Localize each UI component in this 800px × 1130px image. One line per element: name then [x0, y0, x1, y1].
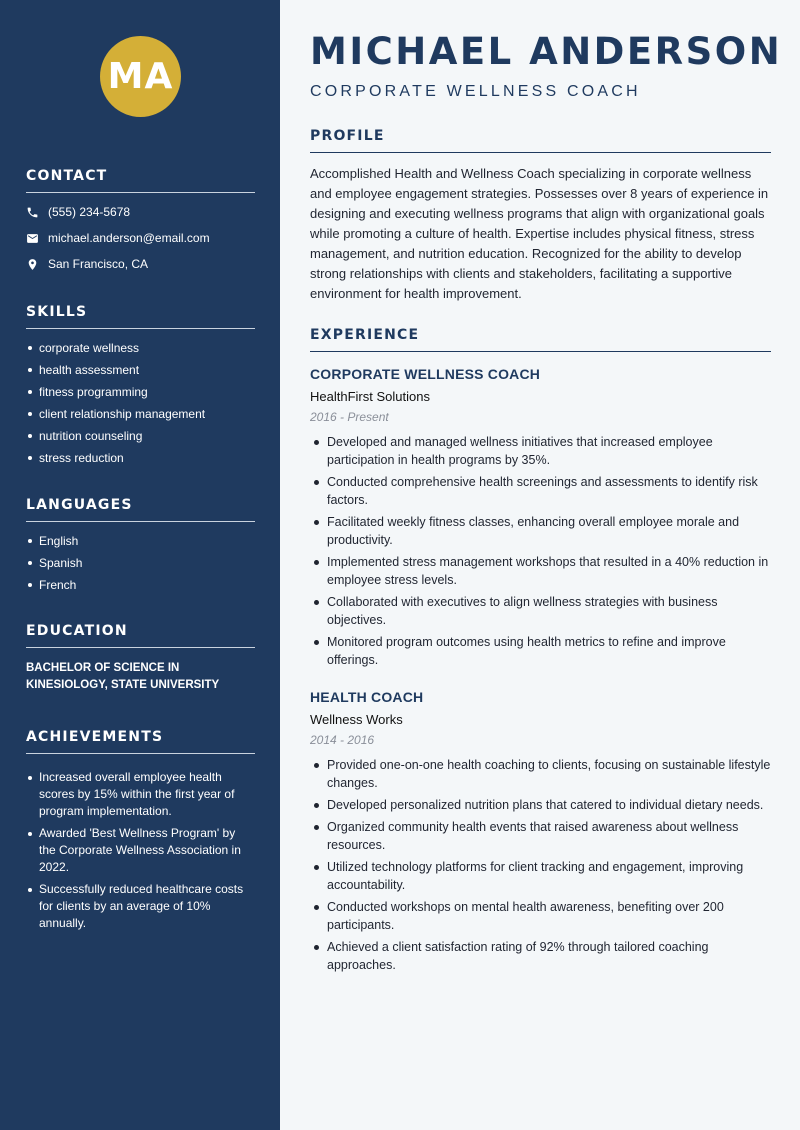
- contact-section: [26, 168, 255, 277]
- job-bullet: Conducted workshops on mental health awareness, benefiting over 200 participants.: [310, 898, 771, 934]
- location-text: San Francisco, CA: [48, 257, 149, 271]
- skills-list: [26, 337, 255, 469]
- sidebar: [0, 0, 280, 1130]
- achievement-item: Increased overall employee health scores by 15% within the first year of program implementation.: [26, 769, 255, 820]
- job-bullets: [310, 756, 771, 974]
- contact-location: [26, 251, 255, 277]
- avatar-initials: MA: [100, 36, 181, 117]
- job-bullet: Monitored program outcomes using health metrics to refine and improve offerings.: [310, 633, 771, 669]
- achievements-list: [26, 769, 255, 932]
- job-bullet: Organized community health events that raised awareness about wellness resources.: [310, 818, 771, 854]
- phone-text: (555) 234-5678: [48, 205, 131, 219]
- job-bullet: Provided one-on-one health coaching to clients, focusing on sustainable lifestyle changes.: [310, 756, 771, 792]
- job-dates: 2016 - Present: [310, 410, 389, 424]
- job-bullets: [310, 433, 771, 669]
- job-company: HealthFirst Solutions: [310, 389, 430, 404]
- job-bullet: Developed and managed wellness initiatives that increased employee participation in health programs by 35%.: [310, 433, 771, 469]
- job-bullet: Implemented stress management workshops that resulted in a 40% reduction in employee stress levels.: [310, 553, 771, 589]
- skill-item: stress reduction: [26, 447, 255, 469]
- job-entry: [310, 689, 771, 978]
- contact-phone[interactable]: [26, 199, 255, 225]
- experience-heading: EXPERIENCE: [310, 327, 771, 352]
- job-title: HEALTH COACH: [310, 689, 424, 705]
- person-name: MICHAEL ANDERSON: [310, 30, 783, 73]
- job-bullet: Developed personalized nutrition plans that catered to individual dietary needs.: [310, 796, 771, 814]
- skill-item: fitness programming: [26, 381, 255, 403]
- job-title: CORPORATE WELLNESS COACH: [310, 366, 541, 382]
- achievements-heading: ACHIEVEMENTS: [26, 729, 255, 754]
- job-bullet: Achieved a client satisfaction rating of 92% through tailored coaching approaches.: [310, 938, 771, 974]
- languages-section: [26, 497, 255, 596]
- languages-heading: LANGUAGES: [26, 497, 255, 522]
- phone-icon: [26, 206, 39, 219]
- skill-item: corporate wellness: [26, 337, 255, 359]
- skills-heading: SKILLS: [26, 304, 255, 329]
- job-title-header: CORPORATE WELLNESS COACH: [310, 83, 641, 100]
- email-text: michael.anderson@email.com: [48, 231, 210, 245]
- skills-section: [26, 304, 255, 469]
- skill-item: health assessment: [26, 359, 255, 381]
- language-item: Spanish: [26, 552, 255, 574]
- job-bullet: Facilitated weekly fitness classes, enhancing overall employee morale and productivity.: [310, 513, 771, 549]
- location-pin-icon: [26, 258, 39, 271]
- job-company: Wellness Works: [310, 712, 403, 727]
- job-bullet: Utilized technology platforms for client tracking and engagement, improving accountability.: [310, 858, 771, 894]
- skill-item: nutrition counseling: [26, 425, 255, 447]
- language-item: French: [26, 574, 255, 596]
- job-bullet: Collaborated with executives to align wellness strategies with business objectives.: [310, 593, 771, 629]
- education-section: [26, 623, 255, 694]
- job-bullet: Conducted comprehensive health screenings and assessments to identify risk factors.: [310, 473, 771, 509]
- achievements-section: [26, 729, 255, 937]
- skill-item: client relationship management: [26, 403, 255, 425]
- languages-list: [26, 530, 255, 596]
- profile-text: Accomplished Health and Wellness Coach specializing in corporate wellness and employee engagement strategies. Possesses over 8 years of experience in designing and executing wellness programs that align with organizational goals while promoting a culture of health. Expertise includes physical fitness, stress management, and nutrition education. Recognized for the ability to develop strong relationships with clients and stakeholders, facilitating a supportive environment for health improvement.: [310, 166, 769, 301]
- contact-email[interactable]: [26, 225, 255, 251]
- achievement-item: Successfully reduced healthcare costs for clients by an average of 10% annually.: [26, 881, 255, 932]
- language-item: English: [26, 530, 255, 552]
- job-dates: 2014 - 2016: [310, 733, 375, 747]
- education-heading: EDUCATION: [26, 623, 255, 648]
- profile-heading: PROFILE: [310, 128, 771, 153]
- email-icon: [26, 232, 39, 245]
- contact-heading: CONTACT: [26, 168, 255, 193]
- job-entry: [310, 366, 771, 673]
- education-degree: BACHELOR OF SCIENCE IN KINESIOLOGY, STATE UNIVERSITY: [26, 662, 220, 691]
- achievement-item: Awarded 'Best Wellness Program' by the Corporate Wellness Association in 2022.: [26, 825, 255, 876]
